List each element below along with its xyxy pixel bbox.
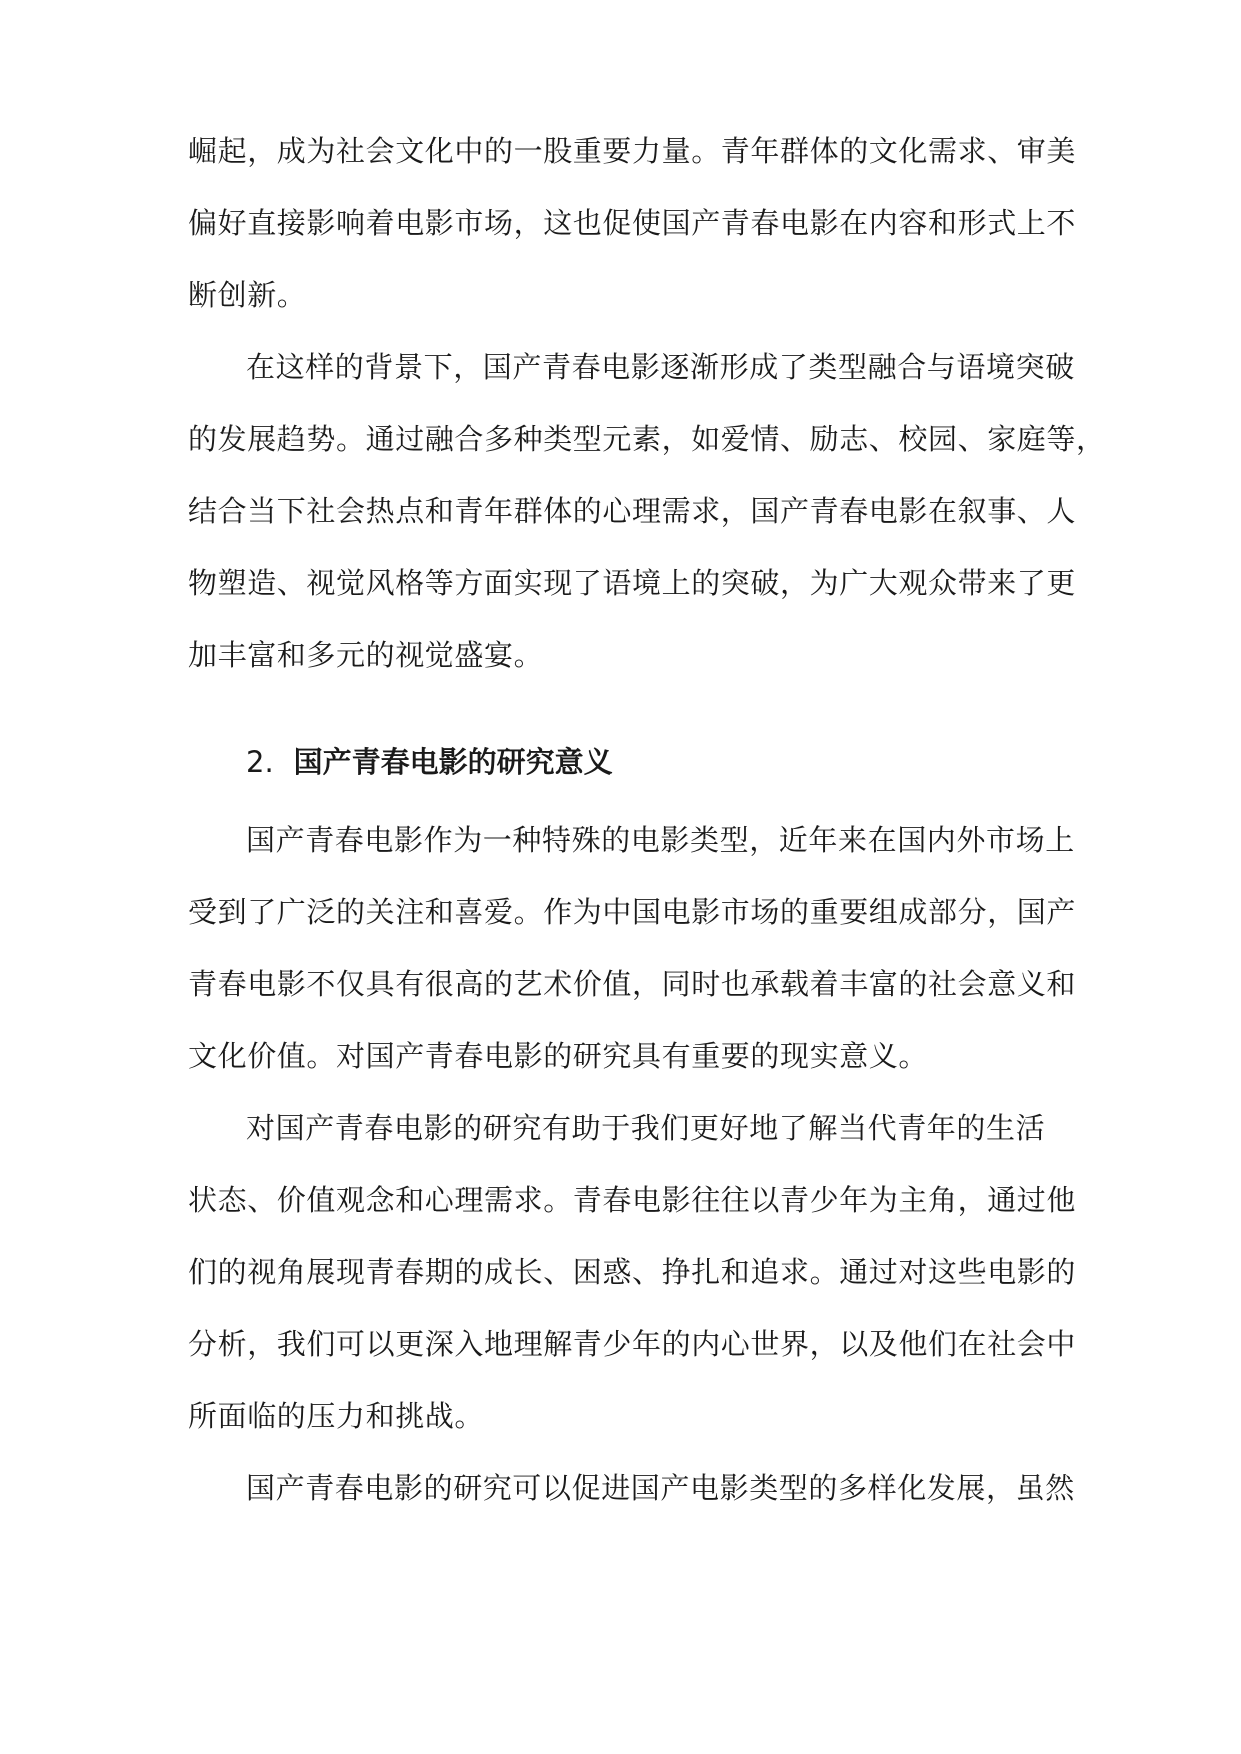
section-number: 2. <box>246 745 274 779</box>
paragraph-3-line-2: 受到了广泛的关注和喜爱。作为中国电影市场的重要组成部分，国产 <box>188 895 1077 929</box>
paragraph-2-line-1: 在这样的背景下，国产青春电影逐渐形成了类型融合与语境突破 <box>246 350 1075 384</box>
paragraph-3-line-1: 国产青春电影作为一种特殊的电影类型，近年来在国内外市场上 <box>246 823 1075 857</box>
paragraph-2-line-3: 结合当下社会热点和青年群体的心理需求，国产青春电影在叙事、人 <box>188 494 1077 528</box>
paragraph-2-line-2: 的发展趋势。通过融合多种类型元素，如爱情、励志、校园、家庭等， <box>188 422 1106 456</box>
paragraph-4-line-3: 们的视角展现青春期的成长、困惑、挣扎和追求。通过对这些电影的 <box>188 1255 1077 1289</box>
paragraph-4-line-1: 对国产青春电影的研究有助于我们更好地了解当代青年的生活 <box>246 1111 1046 1145</box>
paragraph-4-line-5: 所面临的压力和挑战。 <box>188 1399 485 1433</box>
paragraph-2-line-5: 加丰富和多元的视觉盛宴。 <box>188 638 544 672</box>
section-heading <box>246 742 613 782</box>
paragraph-1-line-2: 偏好直接影响着电影市场，这也促使国产青春电影在内容和形式上不 <box>188 206 1077 240</box>
paragraph-4-line-4: 分析，我们可以更深入地理解青少年的内心世界，以及他们在社会中 <box>188 1327 1077 1361</box>
paragraph-1-line-1: 崛起，成为社会文化中的一股重要力量。青年群体的文化需求、审美 <box>188 134 1077 168</box>
paragraph-5-line-1: 国产青春电影的研究可以促进国产电影类型的多样化发展，虽然 <box>246 1471 1075 1505</box>
paragraph-3-line-3: 青春电影不仅具有很高的艺术价值，同时也承载着丰富的社会意义和 <box>188 967 1077 1001</box>
paragraph-3-line-4: 文化价值。对国产青春电影的研究具有重要的现实意义。 <box>188 1039 929 1073</box>
paragraph-1-line-3: 断创新。 <box>188 278 307 312</box>
paragraph-4-line-2: 状态、价值观念和心理需求。青春电影往往以青少年为主角，通过他 <box>188 1183 1077 1217</box>
section-title: 国产青春电影的研究意义 <box>293 745 613 779</box>
paragraph-2-line-4: 物塑造、视觉风格等方面实现了语境上的突破，为广大观众带来了更 <box>188 566 1077 600</box>
